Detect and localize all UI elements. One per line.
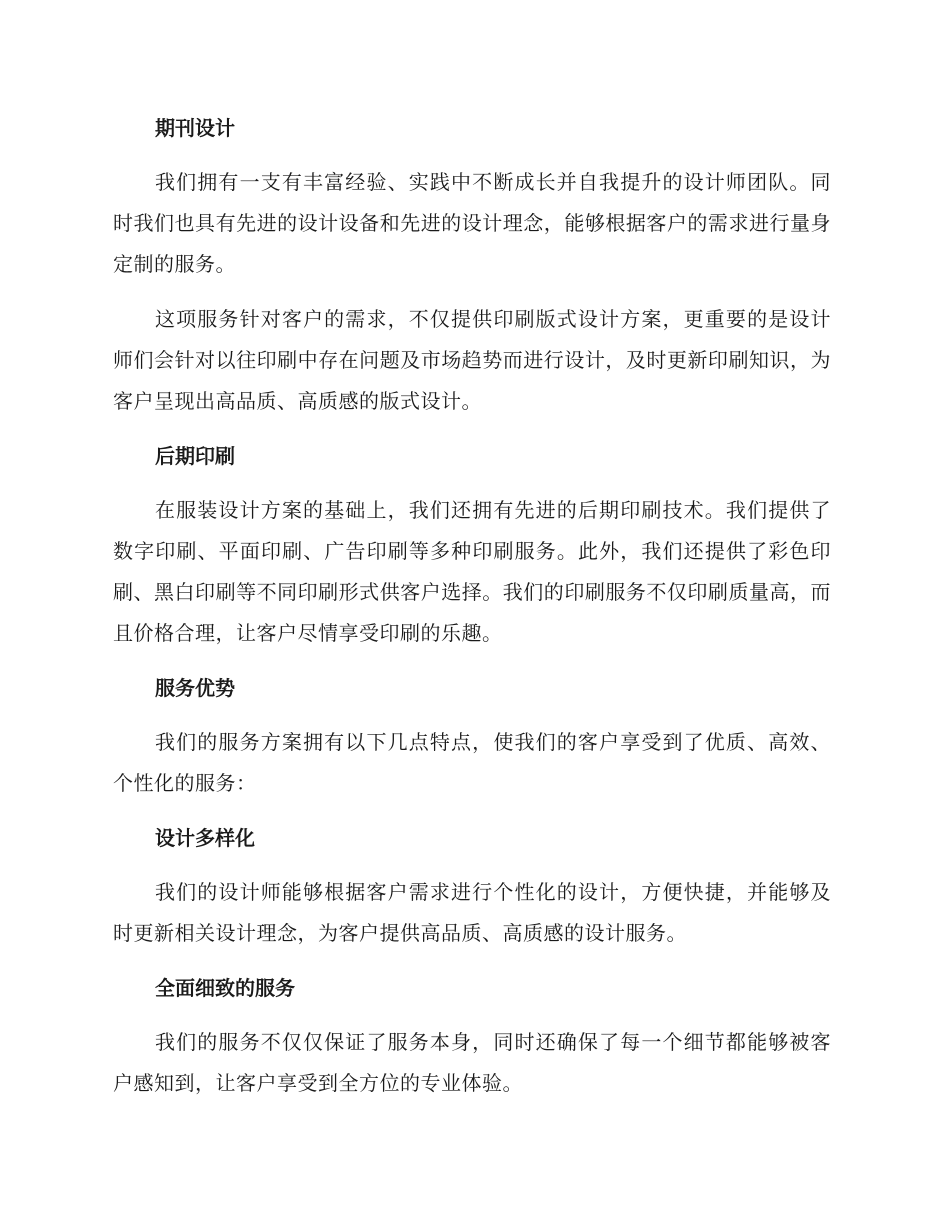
section-heading: 设计多样化 bbox=[155, 826, 255, 850]
section-heading: 全面细致的服务 bbox=[155, 976, 295, 1000]
section-heading: 后期印刷 bbox=[155, 444, 235, 468]
section-heading: 期刊设计 bbox=[155, 116, 235, 140]
paragraph: 在服装设计方案的基础上，我们还拥有先进的后期印刷技术。我们提供了数字印刷、平面印刷、广告印刷等多种印刷服务。此外，我们还提供了彩色印刷、黑白印刷等不同印刷形式供客户选择。我们的印刷服务不仅印刷质量高，而且价格合理，让客户尽情享受印刷的乐趣。 bbox=[113, 498, 831, 645]
document-page bbox=[113, 108, 831, 1118]
section-heading: 服务优势 bbox=[155, 676, 235, 700]
paragraph: 我们的设计师能够根据客户需求进行个性化的设计，方便快捷，并能够及时更新相关设计理念，为客户提供高品质、高质感的设计服务。 bbox=[113, 880, 831, 945]
paragraph: 我们拥有一支有丰富经验、实践中不断成长并自我提升的设计师团队。同时我们也具有先进的设计设备和先进的设计理念，能够根据客户的需求进行量身定制的服务。 bbox=[113, 170, 831, 276]
paragraph: 这项服务针对客户的需求，不仅提供印刷版式设计方案，更重要的是设计师们会针对以往印刷中存在问题及市场趋势而进行设计，及时更新印刷知识，为客户呈现出高品质、高质感的版式设计。 bbox=[113, 307, 831, 413]
paragraph: 我们的服务不仅仅保证了服务本身，同时还确保了每一个细节都能够被客户感知到，让客户享受到全方位的专业体验。 bbox=[113, 1030, 831, 1095]
paragraph: 我们的服务方案拥有以下几点特点，使我们的客户享受到了优质、高效、个性化的服务： bbox=[113, 730, 831, 795]
